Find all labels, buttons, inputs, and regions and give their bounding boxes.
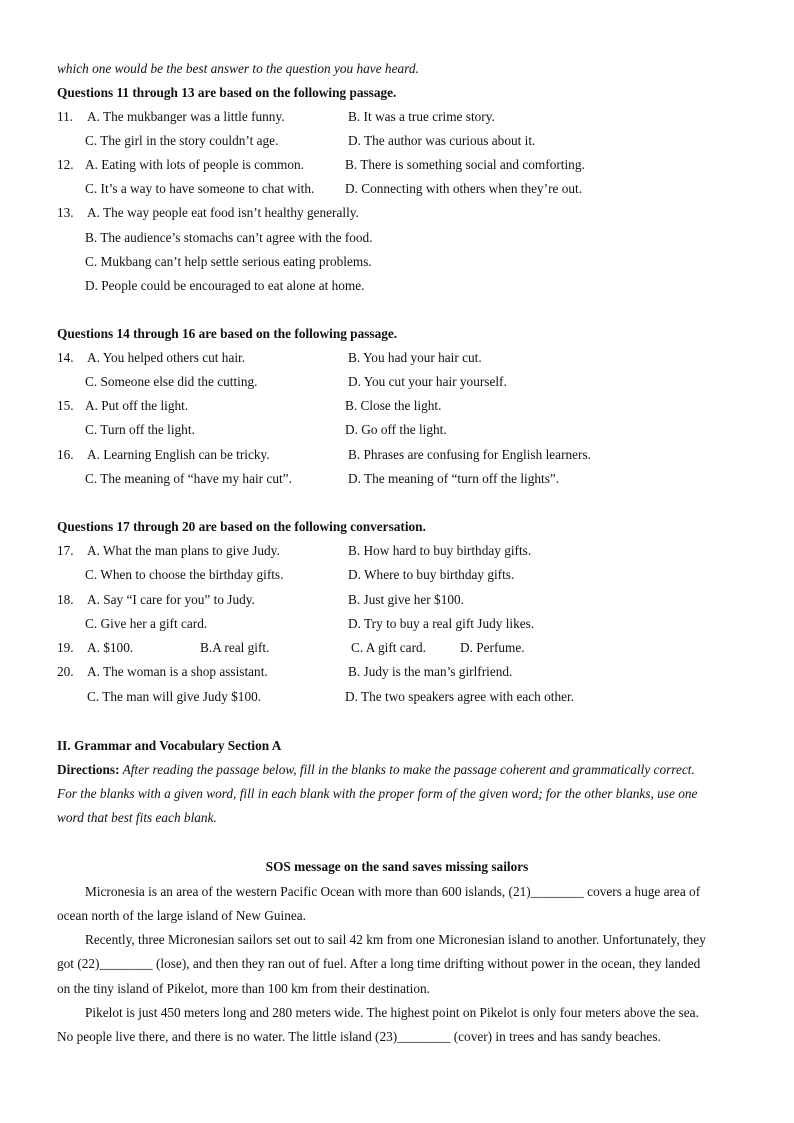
option-b: B. The audience’s stomachs can’t agree with the food.	[85, 230, 373, 245]
option-b: B.A real gift.	[200, 640, 270, 655]
option-c: C. A gift card.	[351, 640, 426, 655]
option-a: A. The woman is a shop assistant.	[87, 664, 268, 679]
passage-line: No people live there, and there is no water. The little island (23)________ (cover) in trees and has sandy beaches.	[57, 1029, 661, 1044]
option-d: D. You cut your hair yourself.	[348, 374, 507, 389]
option-d: D. Go off the light.	[345, 422, 447, 437]
option-b: B. Just give her $100.	[348, 592, 464, 607]
option-c: C. Mukbang can’t help settle serious eating problems.	[85, 254, 372, 269]
directions-text: After reading the passage below, fill in the blanks to make the passage coherent and grammatically correct.	[119, 762, 695, 777]
intro-instruction: which one would be the best answer to the question you have heard.	[57, 61, 419, 76]
question-number: 14.	[57, 350, 74, 365]
option-b: B. Judy is the man’s girlfriend.	[348, 664, 513, 679]
option-c: C. The girl in the story couldn’t age.	[85, 133, 279, 148]
question-number: 11.	[57, 109, 74, 124]
passage-line: Micronesia is an area of the western Pacific Ocean with more than 600 islands, (21)________ covers a huge area of	[85, 884, 701, 899]
option-c: C. When to choose the birthday gifts.	[85, 567, 284, 582]
option-c: C. Turn off the light.	[85, 422, 195, 437]
option-b: B. Close the light.	[345, 398, 442, 413]
option-a: A. The mukbanger was a little funny.	[87, 109, 285, 124]
option-b: B. Phrases are confusing for English learners.	[348, 447, 591, 462]
option-b: B. You had your hair cut.	[348, 350, 482, 365]
option-c: C. Give her a gift card.	[85, 616, 208, 631]
option-b: B. It was a true crime story.	[348, 109, 495, 124]
directions-line: word that best fits each blank.	[57, 810, 217, 825]
section-heading: Questions 14 through 16 are based on the following passage.	[57, 326, 398, 341]
option-a: A. $100.	[87, 640, 134, 655]
option-a: A. Put off the light.	[85, 398, 189, 413]
directions-line: For the blanks with a given word, fill in each blank with the proper form of the given word; for the other blanks, use one	[57, 786, 698, 801]
option-c: C. The meaning of “have my hair cut”.	[85, 471, 292, 486]
option-d: D. Connecting with others when they’re out.	[345, 181, 583, 196]
question-number: 16.	[57, 447, 74, 462]
part-heading: II. Grammar and Vocabulary Section A	[57, 738, 282, 753]
option-a: A. What the man plans to give Judy.	[87, 543, 280, 558]
directions-line	[57, 762, 695, 778]
option-a: A. You helped others cut hair.	[87, 350, 246, 365]
section-heading: Questions 11 through 13 are based on the following passage.	[57, 85, 397, 100]
option-a: A. Learning English can be tricky.	[87, 447, 270, 462]
option-c: C. It’s a way to have someone to chat with.	[85, 181, 315, 196]
option-a: A. Eating with lots of people is common.	[85, 157, 305, 172]
option-d: D. People could be encouraged to eat alone at home.	[85, 278, 365, 293]
question-number: 15.	[57, 398, 74, 413]
option-a: A. Say “I care for you” to Judy.	[87, 592, 255, 607]
option-d: D. Perfume.	[460, 640, 525, 655]
question-number: 17.	[57, 543, 74, 558]
option-c: C. Someone else did the cutting.	[85, 374, 258, 389]
question-number: 13.	[57, 205, 74, 220]
option-c: C. The man will give Judy $100.	[87, 689, 262, 704]
option-d: D. The two speakers agree with each other.	[345, 689, 575, 704]
option-a: A. The way people eat food isn’t healthy generally.	[87, 205, 359, 220]
passage-line: on the tiny island of Pikelot, more than 100 km from their destination.	[57, 981, 430, 996]
option-d: D. The author was curious about it.	[348, 133, 536, 148]
section-heading: Questions 17 through 20 are based on the following conversation.	[57, 519, 426, 534]
question-number: 18.	[57, 592, 74, 607]
option-d: D. Where to buy birthday gifts.	[348, 567, 515, 582]
passage-line: ocean north of the large island of New Guinea.	[57, 908, 306, 923]
option-b: B. There is something social and comforting.	[345, 157, 585, 172]
option-b: B. How hard to buy birthday gifts.	[348, 543, 532, 558]
option-d: D. Try to buy a real gift Judy likes.	[348, 616, 535, 631]
question-number: 20.	[57, 664, 74, 679]
passage-line: Pikelot is just 450 meters long and 280 meters wide. The highest point on Pikelot is only four meters above the sea.	[85, 1005, 699, 1020]
passage-title: SOS message on the sand saves missing sailors	[265, 859, 529, 874]
question-number: 19.	[57, 640, 74, 655]
passage-line: Recently, three Micronesian sailors set out to sail 42 km from one Micronesian island to another. Unfortunately, they	[85, 932, 706, 947]
directions-label: Directions:	[57, 762, 120, 777]
question-number: 12.	[57, 157, 74, 172]
option-d: D. The meaning of “turn off the lights”.	[348, 471, 560, 486]
passage-line: got (22)________ (lose), and then they ran out of fuel. After a long time drifting without power in the ocean, they landed	[57, 956, 701, 971]
